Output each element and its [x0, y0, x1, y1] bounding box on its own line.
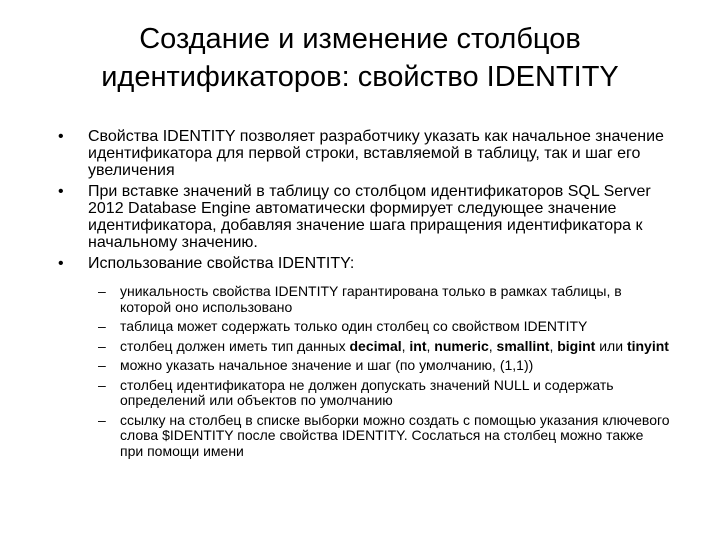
sub-item: [58, 358, 670, 374]
title-line-2: идентификаторов: свойство IDENTITY: [101, 61, 619, 93]
separator: ,: [426, 337, 435, 354]
dash-marker: –: [98, 411, 106, 428]
type-numeric: numeric: [434, 337, 489, 354]
bullet-item: [58, 183, 670, 251]
type-bigint: bigint: [557, 337, 596, 354]
type-decimal: decimal: [349, 337, 402, 354]
sub-item-text: можно указать начальное значение и шаг (по умолчанию, (1,1)): [120, 357, 534, 373]
sub-item-text: таблица может содержать только один столбец со свойством IDENTITY: [120, 318, 588, 334]
bullet-marker: •: [58, 255, 64, 272]
bullet-item: [58, 128, 670, 179]
sub-item-text: ссылку на столбец в списке выборки можно создать с помощью указания ключевого слова $IDENTITY после свойства IDENTITY. Сослаться на столбец можно также при помощи имени: [120, 411, 670, 459]
separator: ,: [549, 337, 558, 354]
sub-item: [58, 339, 670, 355]
dash-marker: –: [98, 337, 106, 354]
slide-content: [58, 128, 670, 463]
sub-item-text-part: столбец должен иметь тип данных: [120, 337, 350, 354]
bullet-marker: •: [58, 128, 64, 145]
dash-marker: –: [98, 357, 106, 373]
bullet-text: При вставке значений в таблицу со столбцом идентификаторов SQL Server 2012 Database Engine автоматически формирует следующее значение идентификатора, добавляя значение шага приращения идентификатора к начальному значению.: [88, 183, 651, 251]
type-smallint: smallint: [496, 337, 550, 354]
bullet-item: [58, 255, 670, 272]
sub-item: [58, 284, 670, 315]
slide-title: [40, 20, 680, 96]
bullet-text: Использование свойства IDENTITY:: [88, 255, 355, 272]
sub-item-text: столбец идентификатора не должен допускать значений NULL и содержать определений или объектов по умолчанию: [120, 376, 614, 408]
separator: или: [595, 337, 627, 354]
separator: ,: [488, 337, 497, 354]
sub-item: [58, 378, 670, 409]
sub-item-text: [120, 338, 669, 354]
type-tinyint: tinyint: [626, 337, 669, 354]
type-int: int: [409, 337, 427, 354]
sub-list: [58, 284, 670, 459]
separator: ,: [401, 337, 410, 354]
dash-marker: –: [98, 318, 106, 334]
title-line-1: Создание и изменение столбцов: [139, 23, 581, 55]
sub-item: [58, 319, 670, 335]
bullet-marker: •: [58, 183, 64, 200]
sub-item-text: уникальность свойства IDENTITY гарантирована только в рамках таблицы, в которой оно использовано: [120, 283, 622, 315]
sub-item: [58, 413, 670, 460]
dash-marker: –: [98, 283, 106, 299]
dash-marker: –: [98, 376, 106, 393]
bullet-text: Свойства IDENTITY позволяет разработчику указать как начальное значение идентификатора для первой строки, вставляемой в таблицу, так и шаг его увеличения: [88, 128, 664, 179]
